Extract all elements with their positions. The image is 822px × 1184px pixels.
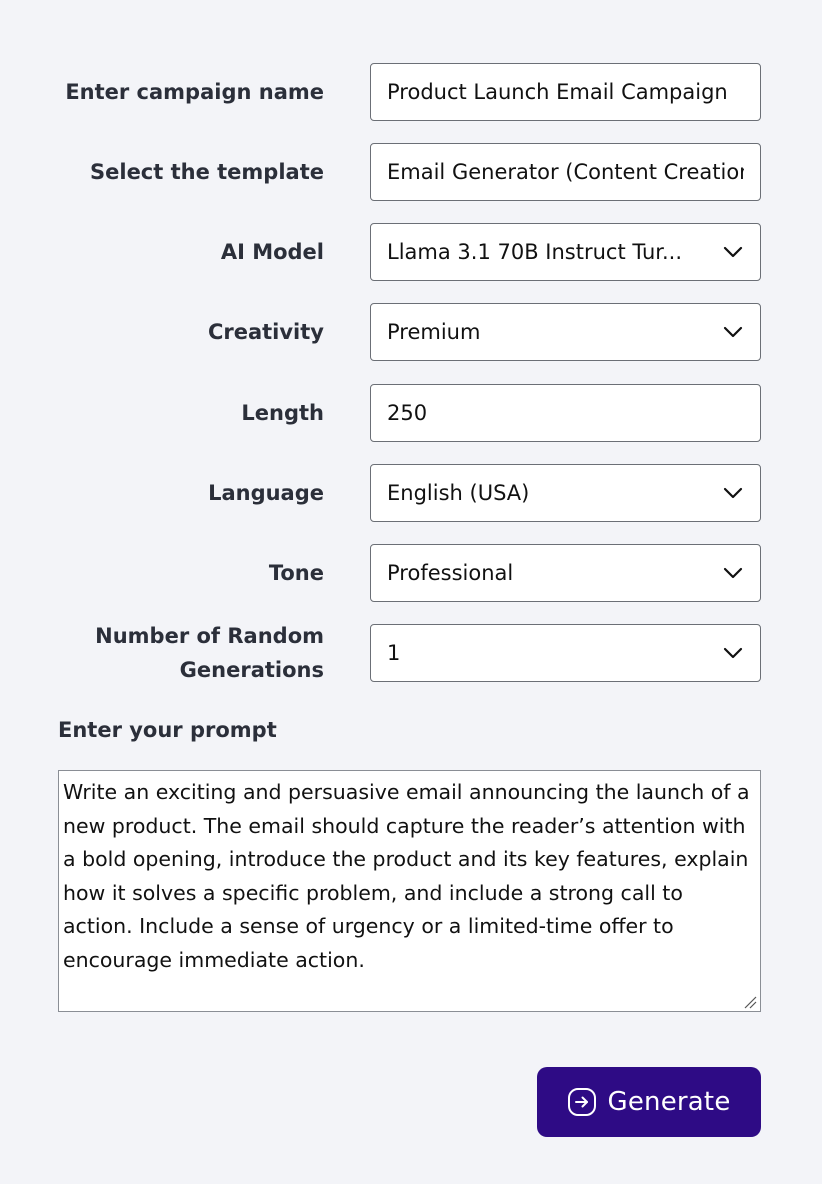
- tone-label: Tone: [268, 561, 324, 585]
- chevron-down-icon: [722, 241, 744, 263]
- length-row: [0, 384, 822, 442]
- length-label: Length: [241, 401, 324, 425]
- ai-model-row: [0, 223, 822, 281]
- language-label: Language: [208, 481, 324, 505]
- template-field-wrapper: [370, 143, 761, 201]
- ai-model-selected-value: Llama 3.1 70B Instruct Tur...: [387, 240, 683, 264]
- language-selected-value: English (USA): [387, 481, 530, 505]
- language-select[interactable]: [370, 464, 761, 522]
- random-generations-select[interactable]: [370, 624, 761, 682]
- creativity-selected-value: Premium: [387, 320, 481, 344]
- template-label: Select the template: [90, 160, 324, 184]
- ai-model-select[interactable]: [370, 223, 761, 281]
- length-input[interactable]: [387, 401, 744, 425]
- random-generations-label: Number of Random Generations: [95, 624, 324, 682]
- campaign-name-label: Enter campaign name: [65, 80, 324, 104]
- generate-button[interactable]: [537, 1067, 761, 1137]
- tone-selected-value: Professional: [387, 561, 514, 585]
- arrow-right-circle-icon: [567, 1087, 597, 1117]
- creativity-label: Creativity: [207, 320, 324, 344]
- prompt-textarea[interactable]: [58, 770, 761, 1012]
- template-input[interactable]: [387, 160, 744, 184]
- tone-row: [0, 544, 822, 602]
- random-generations-row: [0, 624, 822, 682]
- campaign-name-field-wrapper: [370, 63, 761, 121]
- chevron-down-icon: [722, 642, 744, 664]
- chevron-down-icon: [722, 562, 744, 584]
- language-row: [0, 464, 822, 522]
- template-row: [0, 143, 822, 201]
- ai-model-label: AI Model: [220, 240, 324, 264]
- campaign-name-input[interactable]: [387, 80, 744, 104]
- creativity-select[interactable]: [370, 303, 761, 361]
- random-generations-selected-value: 1: [387, 641, 401, 665]
- chevron-down-icon: [722, 321, 744, 343]
- prompt-label: Enter your prompt: [58, 718, 277, 742]
- campaign-name-row: [0, 63, 822, 121]
- creativity-row: [0, 303, 822, 361]
- tone-select[interactable]: [370, 544, 761, 602]
- generate-button-label: Generate: [607, 1087, 731, 1117]
- resize-handle-icon[interactable]: [743, 994, 757, 1008]
- chevron-down-icon: [722, 482, 744, 504]
- length-field-wrapper: [370, 384, 761, 442]
